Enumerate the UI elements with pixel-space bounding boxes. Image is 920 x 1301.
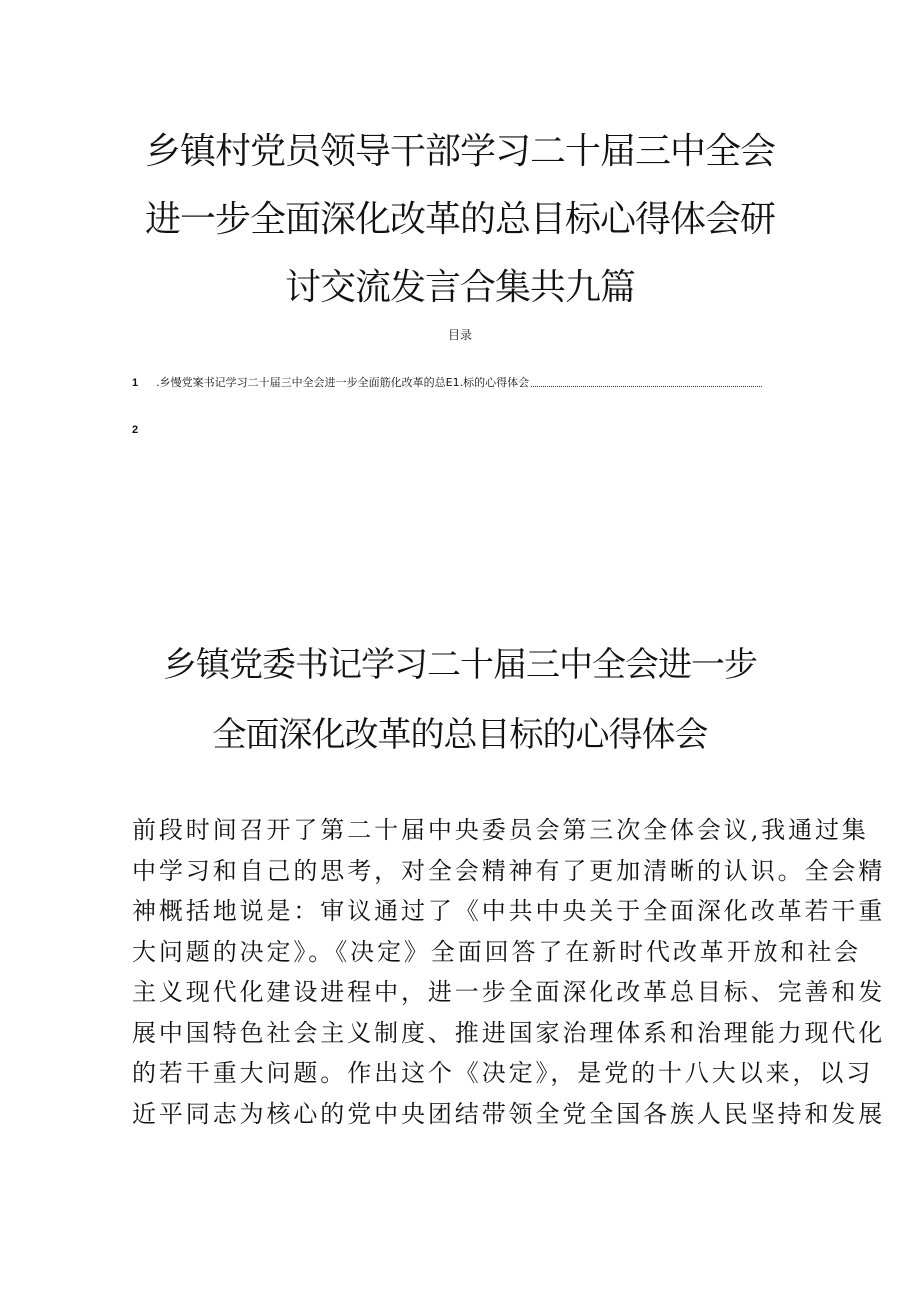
section-title-line: 全面深化改革的总目标的心得体会: [212, 715, 708, 755]
body-line: 近平同志为核心的党中央团结带领全党全国各族人民坚持和发展: [132, 1099, 886, 1128]
document-title: [0, 118, 920, 322]
document-title-line: 乡镇村党员领导干部学习二十届三中全会: [144, 131, 775, 172]
document-title-line: 讨交流发言合集共九篇: [284, 267, 635, 308]
toc-entry-text[interactable]: .乡慢党案书记学习二十届三中全会进一步全面筋化改革的总E1.标的心得体会: [156, 376, 530, 389]
toc-entry-number: 1: [132, 377, 139, 389]
section-title: [0, 630, 920, 770]
body-paragraph: [132, 810, 886, 1134]
body-line: 主义现代化建设进程中，进一步全面深化改革总目标、完善和发: [132, 978, 886, 1006]
body-line: 前段时间召开了第二十届中央委员会第三次全体会议,我通过集: [132, 816, 869, 844]
toc-entry[interactable]: [132, 374, 762, 390]
toc-heading: 目录: [447, 328, 472, 342]
body-line: 神概括地说是：审议通过了《中共中央关于全面深化改革若干重: [132, 897, 886, 925]
toc-entry-page: 2: [132, 424, 139, 436]
body-line: 的若干重大问题。作出这个《决定》，是党的十八大以来，以习: [132, 1059, 874, 1087]
toc-leader-dots: [531, 385, 762, 387]
section-title-line: 乡镇党委书记学习二十届三中全会进一步: [163, 645, 757, 685]
body-line: 展中国特色社会主义制度、推进国家治理体系和治理能力现代化: [132, 1018, 886, 1047]
body-line: 中学习和自己的思考，对全会精神有了更加清晰的认识。全会精: [132, 856, 886, 885]
body-line: 大问题的决定》。《决定》全面回答了在新时代改革开放和社会: [132, 937, 862, 966]
document-title-line: 进一步全面深化改革的总目标心得体会研: [144, 199, 775, 240]
